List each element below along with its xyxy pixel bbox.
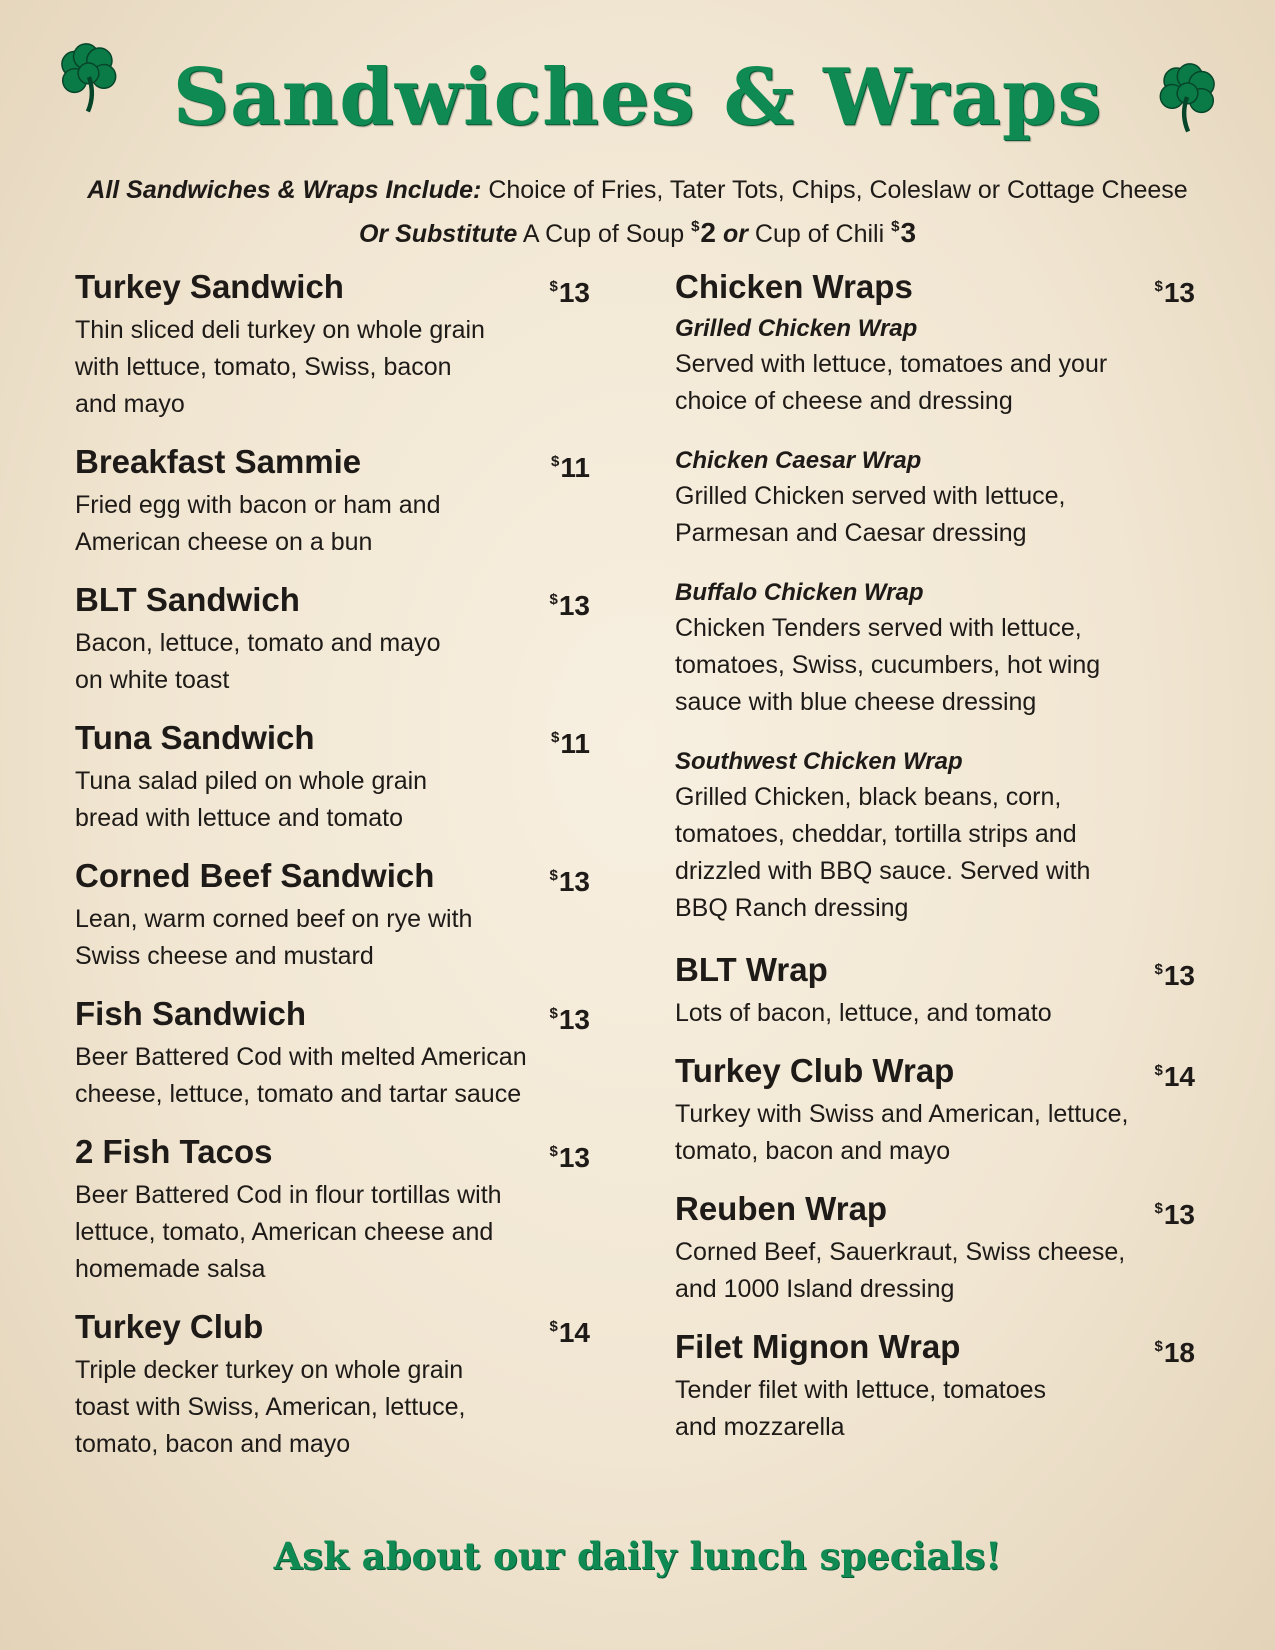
- menu-item: [675, 1052, 1200, 1170]
- item-name: Chicken Wraps: [675, 268, 913, 305]
- item-description: with lettuce, tomato, Swiss, bacon: [75, 353, 452, 381]
- item-price: $13: [549, 866, 590, 897]
- item-description: Triple decker turkey on whole grain: [75, 1356, 464, 1384]
- item-name: Reuben Wrap: [675, 1190, 888, 1227]
- item-name: Corned Beef Sandwich: [75, 857, 435, 894]
- item-price: $14: [549, 1317, 590, 1348]
- item-description: Thin sliced deli turkey on whole grain: [75, 316, 485, 344]
- item-description: Tender filet with lettuce, tomatoes: [675, 1376, 1047, 1404]
- menu-item: [675, 1328, 1200, 1446]
- item-name: BLT Wrap: [675, 951, 828, 988]
- menu-item: [75, 995, 595, 1113]
- menu-item: [75, 581, 595, 699]
- item-description: Beer Battered Cod with melted American: [75, 1043, 527, 1071]
- item-price: $13: [549, 1004, 590, 1035]
- item-name: Tuna Sandwich: [75, 719, 315, 756]
- chili-price: $3: [891, 217, 917, 248]
- item-description: American cheese on a bun: [75, 528, 373, 556]
- item-description: Beer Battered Cod in flour tortillas with: [75, 1181, 502, 1209]
- item-description: choice of cheese and dressing: [675, 387, 1013, 415]
- item-price: $11: [551, 728, 590, 759]
- wraps-column: [675, 268, 1200, 1466]
- item-description: cheese, lettuce, tomato and tartar sauce: [75, 1080, 522, 1108]
- item-description: and 1000 Island dressing: [675, 1275, 955, 1303]
- menu-item: [75, 1133, 595, 1288]
- item-description: Fried egg with bacon or ham and: [75, 491, 441, 519]
- intro-chili-text: Cup of Chili: [754, 220, 885, 248]
- item-description: Turkey with Swiss and American, lettuce,: [675, 1100, 1129, 1128]
- intro-line-2: [0, 209, 1275, 252]
- item-description: Parmesan and Caesar dressing: [675, 519, 1027, 547]
- item-description: and mayo: [75, 390, 185, 418]
- item-description: bread with lettuce and tomato: [75, 804, 403, 832]
- intro-includes-label: All Sandwiches & Wraps Include:: [87, 176, 482, 204]
- item-description: Tuna salad piled on whole grain: [75, 767, 428, 795]
- intro-soup-text: A Cup of Soup: [522, 220, 685, 248]
- item-description: Lots of bacon, lettuce, and tomato: [675, 999, 1052, 1027]
- item-name: Filet Mignon Wrap: [675, 1328, 961, 1365]
- intro-includes-text: Choice of Fries, Tater Tots, Chips, Coleslaw or Cottage Cheese: [488, 176, 1188, 204]
- intro-substitute-label: Or Substitute: [358, 220, 518, 248]
- item-description: BBQ Ranch dressing: [675, 894, 909, 922]
- item-price: $18: [1154, 1337, 1195, 1368]
- item-description: Corned Beef, Sauerkraut, Swiss cheese,: [675, 1238, 1126, 1266]
- item-name: Turkey Club Wrap: [675, 1052, 955, 1089]
- item-description: Swiss cheese and mustard: [75, 942, 374, 970]
- page-title: Sandwiches & Wraps: [172, 52, 1103, 143]
- menu-item: [75, 443, 595, 561]
- menu-item: [75, 719, 595, 837]
- item-description: tomatoes, cheddar, tortilla strips and: [675, 820, 1077, 848]
- chicken-wrap-option: [675, 312, 1200, 420]
- item-description: lettuce, tomato, American cheese and: [75, 1218, 494, 1246]
- item-description: tomato, bacon and mayo: [75, 1430, 351, 1458]
- item-description: sauce with blue cheese dressing: [675, 688, 1037, 716]
- item-name: Breakfast Sammie: [75, 443, 362, 480]
- item-description: toast with Swiss, American, lettuce,: [75, 1393, 466, 1421]
- item-description: Served with lettuce, tomatoes and your: [675, 350, 1108, 378]
- chicken-wrap-option: [675, 576, 1200, 721]
- item-price: $14: [1154, 1061, 1195, 1092]
- item-price: $13: [549, 590, 590, 621]
- item-name: BLT Sandwich: [75, 581, 300, 618]
- item-description: tomatoes, Swiss, cucumbers, hot wing: [675, 651, 1101, 679]
- sub-item-name: Southwest Chicken Wrap: [675, 748, 963, 775]
- sub-item-name: Chicken Caesar Wrap: [675, 447, 922, 474]
- intro-line-1: [0, 172, 1275, 208]
- item-name: 2 Fish Tacos: [75, 1133, 273, 1170]
- item-price: $11: [551, 452, 590, 483]
- item-description: tomato, bacon and mayo: [675, 1137, 951, 1165]
- item-price: $13: [549, 1142, 590, 1173]
- item-description: drizzled with BBQ sauce. Served with: [675, 857, 1091, 885]
- item-name: Fish Sandwich: [75, 995, 307, 1032]
- item-description: Bacon, lettuce, tomato and mayo: [75, 629, 441, 657]
- item-name: Turkey Sandwich: [75, 268, 344, 305]
- item-price: $13: [549, 277, 590, 308]
- item-description: on white toast: [75, 666, 230, 694]
- menu-item: [75, 1308, 595, 1463]
- intro-or: or: [722, 220, 748, 248]
- item-price: $13: [1154, 960, 1195, 991]
- item-price: $13: [1154, 277, 1195, 308]
- menu-item: [75, 268, 595, 423]
- sub-item-name: Grilled Chicken Wrap: [675, 315, 918, 342]
- item-description: Grilled Chicken, black beans, corn,: [675, 783, 1062, 811]
- daily-specials-note: Ask about our daily lunch specials!: [273, 1534, 1002, 1578]
- item-description: Lean, warm corned beef on rye with: [75, 905, 473, 933]
- item-description: Grilled Chicken served with lettuce,: [675, 482, 1066, 510]
- chicken-wrap-option: [675, 444, 1200, 552]
- chicken-wrap-option: [675, 745, 1200, 927]
- menu-item: [675, 1190, 1200, 1308]
- menu-item: [675, 951, 1200, 1032]
- item-description: homemade salsa: [75, 1255, 266, 1283]
- item-description: and mozzarella: [675, 1413, 845, 1441]
- menu-item: [675, 268, 1200, 312]
- item-name: Turkey Club: [75, 1308, 264, 1345]
- item-description: Chicken Tenders served with lettuce,: [675, 614, 1082, 642]
- soup-price: $2: [691, 217, 716, 248]
- item-price: $13: [1154, 1199, 1195, 1230]
- sandwiches-column: [75, 268, 595, 1483]
- menu-item: [75, 857, 595, 975]
- sub-item-name: Buffalo Chicken Wrap: [675, 579, 924, 606]
